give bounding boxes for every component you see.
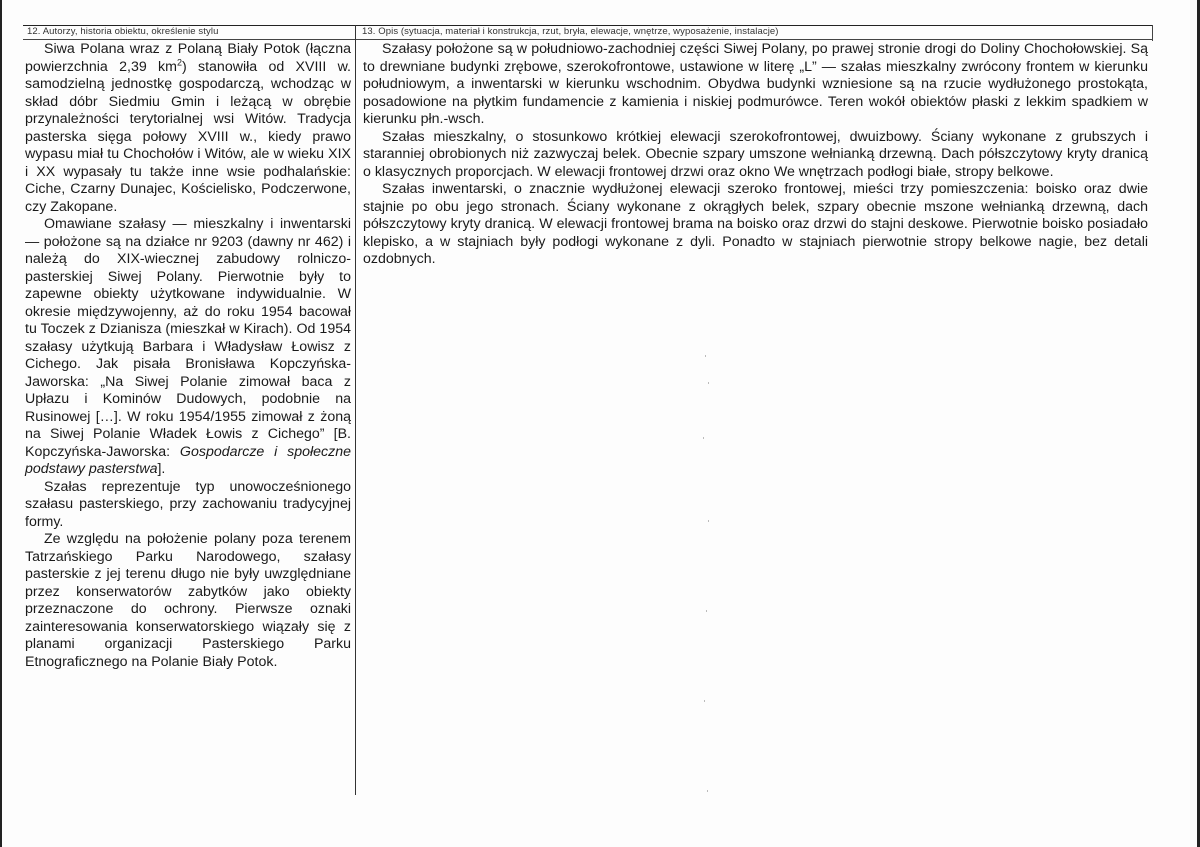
section-13-header: 13. Opis (sytuacja, materiał i konstrukcja, rzut, bryła, elewacje, wnętrze, wyposażenie, instalacje) — [362, 26, 779, 37]
description-column — [363, 41, 1148, 269]
scan-speck — [705, 355, 706, 357]
scan-speck — [708, 382, 709, 384]
description-paragraph-2: Szałas mieszkalny, o stosunkowo krótkiej elewacji szerokofrontowej, dwuizbowy. Ściany wykonane z grubszych i staranniej obrobionych niż zazwyczaj belek. Obecnie szpary umszone wełnianką drzewną. Dach półszczytowy kryty dranicą o klasycznych proporcjach. W elewacji frontowej drzwi oraz okno We wnętrzach podłogi białe, stropy belkowe. — [363, 128, 1148, 180]
history-paragraph-1-end: ) stanowiła od XVIII w. samodzielną jednostkę gospodarczą, wchodząc w skład dóbr Siedmiu Gmin i leżącą w obrębie przynależności terytorialnej wsi Witów. Tradycja pasterska sięga połowy XVIII w., kiedy prawo wypasu miał tu Chochołów i Witów, ale w wieku XIX i XX wypasały tu także inne wsie podhalańskie: Ciche, Czarny Dunajec, Kościelisko, Podczerwone, czy Zakopane. — [25, 58, 352, 215]
scan-speck — [706, 610, 707, 612]
scan-speck — [703, 437, 704, 439]
history-paragraph-1 — [25, 41, 351, 216]
scan-speck — [707, 790, 708, 792]
scan-edge-left — [0, 0, 2, 847]
description-paragraph-3: Szałas inwentarski, o znacznie wydłużonej elewacji szeroko frontowej, mieści trzy pomieszczenia: boisko oraz dwie stajnie po obu jego stronach. Ściany wykonane z okrągłych belek, szpary obecnie mszone wełnianką drzewną, dach półszczytowy kryty dranicą. W elewacji frontowej brama na boisko oraz drzwi do stajni deskowe. Pierwotnie boisko posiadało klepisko, a w stajniach były podłogi wykonane z dyli. Ponadto w stajniach pierwotnie stropy belkowe nagie, bez detali ozdobnych. — [363, 181, 1148, 267]
scan-speck — [704, 700, 705, 702]
header-right-rule — [1152, 25, 1153, 41]
history-paragraph-2 — [25, 216, 351, 479]
history-paragraph-4: Ze względu na położenie polany poza terenem Tatrzańskiego Parku Narodowego, szałasy pasterskie z jej terenu długo nie były uwzględniane przez konserwatorów zabytków jako obiekty przeznaczone do ochrony. Pierwsze oznaki zainteresowania konserwatorskiego wiązały się z planami organizacji Pasterskiego Parku Etnograficznego na Polanie Biały Potok. — [25, 531, 351, 670]
header-rule — [23, 39, 1153, 40]
history-column — [25, 41, 351, 671]
column-divider — [355, 25, 356, 795]
description-paragraph-1: Szałasy położone są w południowo-zachodniej części Siwej Polany, po prawej stronie drogi do Doliny Chochołowskiej. Są to drewniane budynki zrębowe, szerokofrontowe, ustawione w literę „L” — szałas mieszkalny zwrócony frontem w kierunku południowym, a inwentarski w kierunku wschodnim. Obydwa budynki wzniesione są na rzucie wydłużonego prostokąta, posadowione na płytkim fundamencie z kamienia i niskiej podmurówce. Teren wokół obiektów płaski z lekkim spadkiem w kierunku płn.-wsch. — [363, 41, 1148, 127]
history-paragraph-3: Szałas reprezentuje typ unowocześnionego szałasu pasterskiego, przy zachowaniu tradycyjnej formy. — [25, 478, 351, 530]
section-12-header: 12. Autorzy, historia obiektu, określenie stylu — [27, 26, 219, 37]
history-paragraph-2-end: ]. — [157, 461, 166, 477]
superscript-2: 2 — [176, 56, 182, 67]
scan-speck — [708, 520, 709, 522]
book-title: Gospodarcze i społeczne podstawy pasterstwa — [25, 443, 351, 477]
history-paragraph-1-start: Siwa Polana wraz z Polaną Biały Potok (łączna powierzchnia 2,39 km — [25, 41, 351, 75]
history-paragraph-2-start: Omawiane szałasy — mieszkalny i inwentarski — położone są na działce nr 9203 (dawny nr 462) i należą do XIX-wiecznej zabudowy rolniczo-pasterskiej Siwej Polany. Pierwotnie były to zapewne obiekty użytkowane indywidualnie. W okresie międzywojenny, aż do roku 1954 bacował tu Toczek z Dzianisza (mieszkał w Kirach). Od 1954 szałasy użytkują Barbara i Władysław Łowisz z Cichego. Jak pisała Bronisława Kopczyńska-Jaworska: „Na Siwej Polanie zimował baca z Upłazu i Kominów Dudowych, podobnie na Rusinowej […]. W roku 1954/1955 zimował z żoną na Siwej Polanie Władek Łowis z Cichego” [B. Kopczyńska-Jaworska: — [25, 216, 351, 460]
